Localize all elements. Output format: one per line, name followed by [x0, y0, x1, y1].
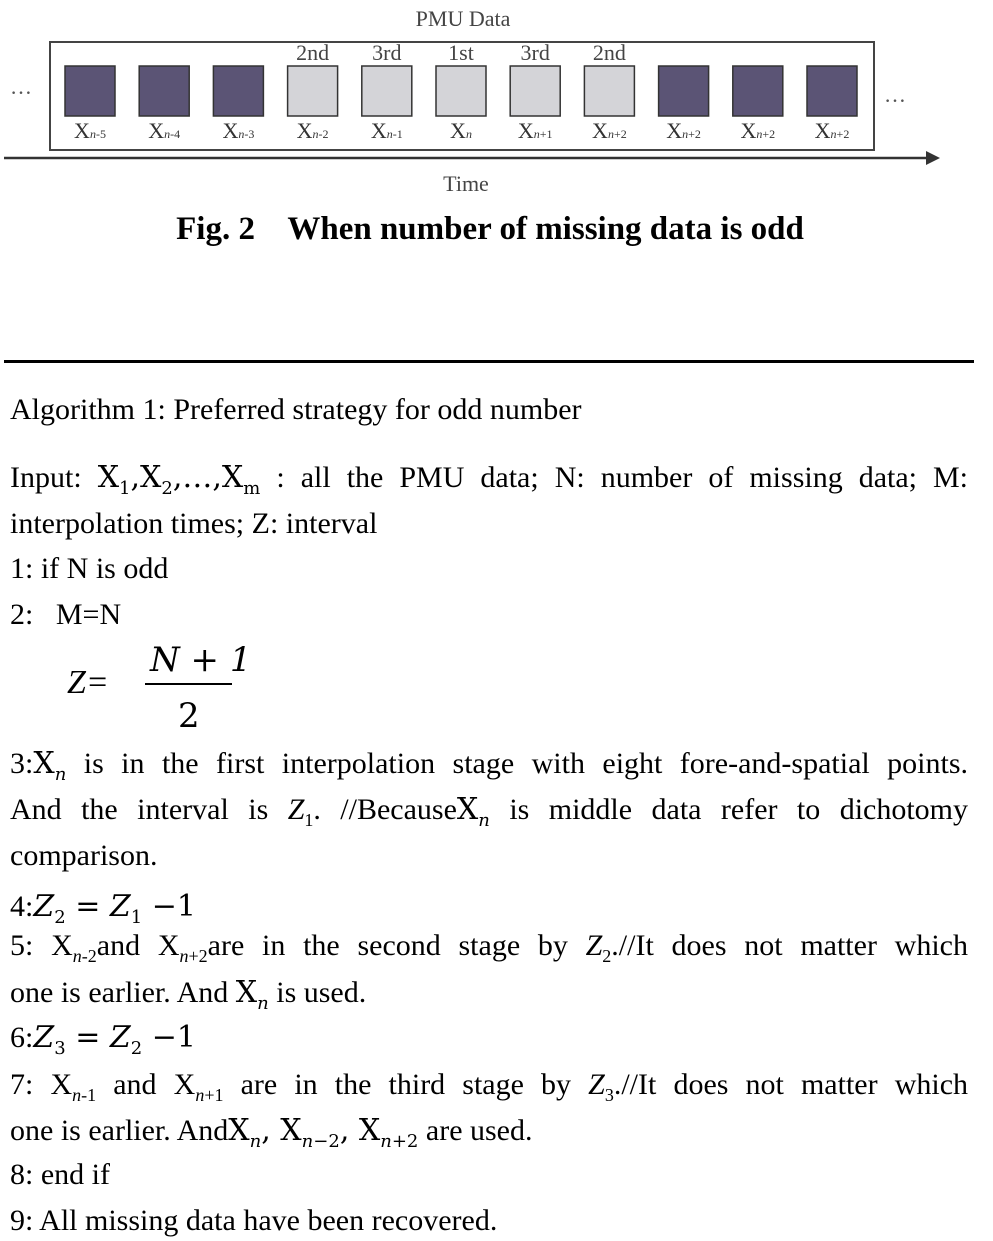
step-5-cont-a: one is earlier. And: [10, 976, 229, 1009]
z-equation-lhs: Z=: [67, 664, 109, 701]
algorithm-top-rule: [4, 360, 974, 363]
step-3-xn: $X_n$: [33, 746, 67, 785]
box-group: [65, 66, 857, 116]
step-5-cont-xn: $X_n$: [235, 975, 269, 1014]
box-x-label: Xn-1: [370, 118, 403, 143]
step-7: [10, 1067, 968, 1103]
pmu-figure: [0, 0, 993, 247]
step-3-cont-xn: $X_n$: [456, 792, 490, 831]
step-7-b: are in the third stage by: [240, 1068, 572, 1101]
step-6-number: 6:: [10, 1021, 34, 1054]
step-4: [10, 889, 196, 928]
step-7-cont-b: are used.: [425, 1114, 533, 1147]
z3-symbol: $Z_3$: [588, 1068, 614, 1105]
box-x-label: Xn+2: [666, 118, 701, 143]
data-box-dark: [213, 66, 263, 116]
step-3-cont-2: comparison.: [10, 839, 158, 872]
step-5-cont-b: is used.: [276, 976, 367, 1009]
pmu-data-title: PMU Data: [415, 6, 511, 31]
time-axis-arrowhead: [926, 151, 940, 165]
box-ordinal-label: 1st: [448, 40, 474, 65]
data-box-light: [510, 66, 560, 116]
step-2: [10, 597, 121, 633]
step-3-cont-b: . //Because: [313, 793, 457, 826]
step-3: [10, 746, 968, 785]
step-2-number: 2:: [10, 598, 34, 631]
z1-symbol: $Z_1$: [287, 793, 314, 830]
box-ordinal-label: 3rd: [520, 40, 550, 65]
box-x-label: Xn+2: [740, 118, 776, 143]
step-3-number: 3:: [10, 747, 34, 780]
box-x-label: Xn: [450, 118, 472, 143]
box-x-label: Xn-3: [222, 118, 255, 143]
z2-symbol: $Z_2$: [585, 929, 612, 966]
step-3-cont: [10, 792, 969, 831]
data-box-dark: [65, 66, 115, 116]
input-vars: $X_1,X_2,\dots,X_m$: [97, 460, 261, 499]
step-7-c: .//It does not matter which: [613, 1068, 969, 1101]
data-box-light: [584, 66, 634, 116]
box-x-label: Xn+2: [814, 118, 850, 143]
box-x-label: Xn-2: [296, 118, 329, 143]
step-5-x1: $X_{n-2}$: [51, 929, 97, 966]
step-4-expr: $Z_2 = Z_1 -1$: [33, 889, 196, 928]
step-5-b: are in the second stage by: [207, 929, 568, 962]
step-1: 1: if N is odd: [10, 552, 169, 585]
step-5-c: .//It does not matter which: [611, 929, 968, 962]
step-7-x1: $X_{n-1}$: [50, 1068, 97, 1105]
figure-caption: Fig. 2 When number of missing data is odd: [176, 211, 804, 247]
input-line: [10, 460, 969, 499]
right-ellipsis: …: [884, 82, 906, 107]
step-2-expr: M=N: [55, 598, 122, 631]
box-x-label: Xn-5: [74, 118, 106, 143]
box-ordinal-label: 2nd: [592, 40, 626, 65]
box-x-label: Xn+2: [592, 118, 627, 143]
step-5-cont: [10, 975, 367, 1014]
step-4-number: 4:: [10, 890, 34, 923]
step-5-a: and: [96, 929, 141, 962]
step-5-number: 5:: [10, 929, 34, 962]
step-7-x2: $X_{n+1}$: [173, 1068, 224, 1105]
input-line-2: interpolation times; Z: interval: [10, 507, 378, 540]
step-6-expr: $Z_3 = Z_2 -1$: [33, 1020, 196, 1059]
data-box-dark: [659, 66, 709, 116]
step-8: 8: end if: [10, 1158, 110, 1191]
step-7-number: 7:: [10, 1068, 34, 1101]
fraction-denominator: 2: [178, 696, 200, 736]
step-7-cont: [10, 1113, 533, 1152]
step-7-cont-vars: $X_n$, $X_{n-2}$, $X_{n+2}$: [228, 1113, 419, 1152]
input-prefix: Input:: [10, 461, 82, 494]
step-5-x2: $X_{n+2}$: [157, 929, 208, 966]
step-6: [10, 1020, 196, 1059]
fraction-numerator: N + 1: [150, 640, 252, 680]
data-box-light: [362, 66, 412, 116]
data-box-light: [288, 66, 338, 116]
data-box-dark: [807, 66, 857, 116]
step-9: 9: All missing data have been recovered.: [10, 1204, 498, 1237]
box-ordinal-label: 2nd: [296, 40, 330, 65]
algorithm-title: Algorithm 1: Preferred strategy for odd number: [10, 393, 582, 426]
step-3-text: is in the first interpolation stage with eight fore-and-spatial points.: [83, 747, 968, 780]
box-x-label: Xn-4: [148, 118, 181, 143]
step-5: [10, 928, 968, 964]
box-x-label: Xn+1: [517, 118, 553, 143]
step-3-cont-c: is middle data refer to dichotomy: [509, 793, 969, 826]
step-7-cont-a: one is earlier. And: [10, 1114, 229, 1147]
fraction-bar: [145, 683, 232, 685]
step-7-a: and: [113, 1068, 157, 1101]
step-3-cont-a: And the interval is: [10, 793, 269, 826]
data-box-dark: [139, 66, 189, 116]
input-desc: : all the PMU data; N: number of missing data; M:: [276, 461, 969, 494]
left-ellipsis: …: [10, 74, 32, 99]
box-ordinal-label: 3rd: [372, 40, 402, 65]
time-label: Time: [443, 171, 489, 196]
data-box-light: [436, 66, 486, 116]
data-box-dark: [733, 66, 783, 116]
